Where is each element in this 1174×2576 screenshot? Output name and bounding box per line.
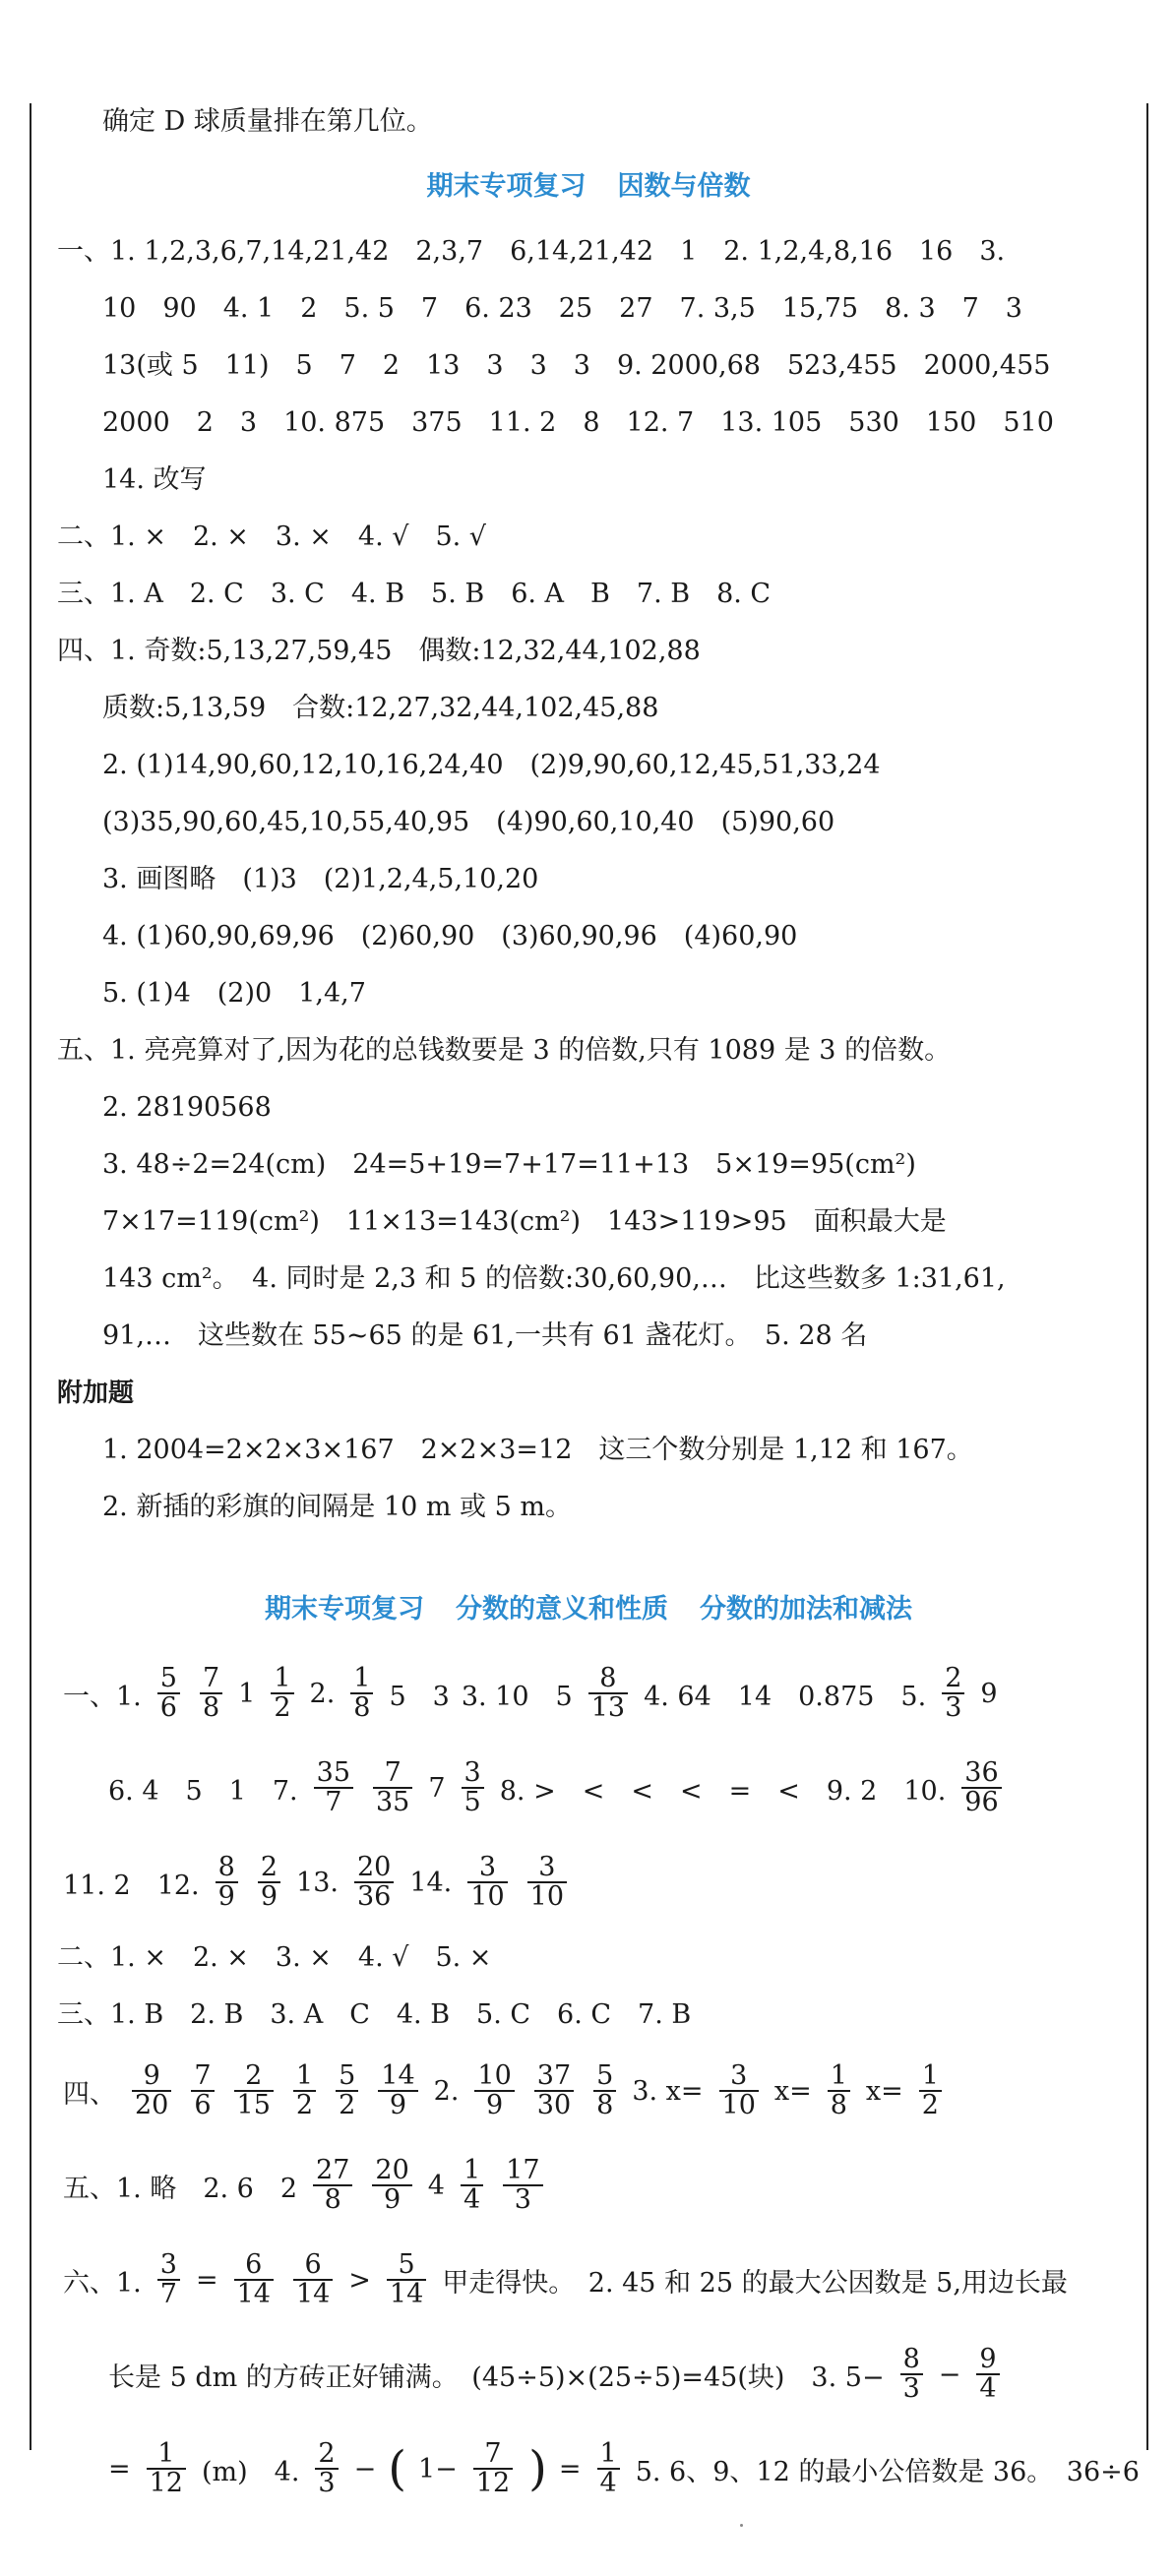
fraction: $\frac{17}{3}$ — [503, 2157, 542, 2215]
bonus-line: 2. 新插的彩旗的间隔是 10 m 或 5 m。 — [102, 1492, 572, 1522]
fraction-answer-row — [57, 2327, 1120, 2422]
answer-text: 9 — [980, 1678, 998, 1709]
fraction: $\frac{8}{9}$ — [216, 1854, 238, 1912]
answer-line: 四、1. 奇数:5,13,27,59,45 偶数:12,32,44,102,88 — [57, 636, 701, 666]
fraction: $\frac{14}{9}$ — [378, 2062, 417, 2120]
fraction: $\frac{1}{4}$ — [597, 2440, 620, 2498]
answer-text: 2. — [309, 1678, 336, 1709]
answer-text: 1− — [417, 2453, 458, 2484]
answer-line: 一、1. 1,2,3,6,7,14,21,42 2,3,7 6,14,21,42 1 2. 1,2,4,8,16 16 3. — [57, 236, 1006, 267]
fraction: $\frac{1}{2}$ — [293, 2062, 316, 2120]
fraction: $\frac{8}{3}$ — [900, 2346, 923, 2404]
fraction-answer-row — [57, 2138, 1120, 2233]
fraction: $\frac{1}{8}$ — [350, 1665, 373, 1723]
answer-line: 3. 48÷2=24(cm) 24=5+19=7+17=11+13 5×19=95(cm²) — [102, 1149, 916, 1180]
answer-text: 13. — [296, 1867, 339, 1898]
heading-part-a: 期末专项复习 — [426, 171, 587, 202]
greater-than-sign: > — [348, 2264, 371, 2296]
section-heading-fractions — [57, 1573, 1120, 1646]
whole-number: 1 — [238, 1678, 256, 1709]
fraction: $\frac{3}{10}$ — [719, 2062, 759, 2120]
heading-part-a: 期末专项复习 — [265, 1594, 424, 1625]
fraction: $\frac{3}{10}$ — [467, 1854, 507, 1912]
answer-text: 3. x= — [632, 2075, 704, 2107]
answer-line: 14. 改写 — [102, 464, 207, 495]
fraction: $\frac{5}{6}$ — [157, 1665, 180, 1723]
answer-text: 3. 10 5 — [461, 1681, 573, 1712]
answer-line: 13(或 5 11) 5 7 2 13 3 3 3 9. 2000,68 523,455 2000,455 — [102, 350, 1051, 381]
fraction: $\frac{7}{8}$ — [200, 1665, 222, 1723]
bonus-line: 1. 2004=2×2×3×167 2×2×3=12 这三个数分别是 1,12 和 167。 — [102, 1435, 973, 1465]
fraction: $\frac{2}{3}$ — [315, 2440, 338, 2498]
equals-sign: = — [195, 2264, 218, 2296]
left-margin-rule — [30, 103, 31, 2450]
fraction: $\frac{3}{7}$ — [157, 2251, 180, 2309]
right-margin-rule — [1146, 103, 1148, 2450]
heading-part-b: 因数与倍数 — [617, 171, 751, 202]
minus-sign: − — [353, 2453, 377, 2484]
answer-text: 8. > < < < = < 9. 2 10. — [499, 1775, 947, 1807]
fraction: $\frac{5}{8}$ — [593, 2062, 616, 2120]
fraction: $\frac{37}{30}$ — [534, 2062, 574, 2120]
fraction-answer-row — [57, 1646, 1120, 1741]
whole-number: 4 — [427, 2170, 445, 2201]
answer-line: 4. (1)60,90,69,96 (2)60,90 (3)60,90,96 (4)60,90 — [102, 921, 798, 951]
fraction: $\frac{20}{9}$ — [372, 2157, 411, 2215]
answer-text: 四、 — [63, 2078, 116, 2110]
fraction: $\frac{1}{2}$ — [919, 2062, 942, 2120]
answer-text: 五、1. 略 2. 6 2 — [63, 2173, 298, 2204]
fraction: $\frac{6}{14}$ — [293, 2251, 333, 2309]
fraction-answer-row — [57, 2233, 1120, 2327]
intro-line: 确定 D 球质量排在第几位。 — [102, 106, 433, 137]
judge-answers: 二、1. × 2. × 3. × 4. √ 5. × — [57, 1942, 492, 1973]
answer-text: 4. 64 14 0.875 5. — [644, 1681, 927, 1712]
choice-answers: 三、1. B 2. B 3. A C 4. B 5. C 6. C 7. B — [57, 1999, 692, 2030]
answer-line: 5. (1)4 (2)0 1,4,7 — [102, 978, 366, 1009]
fraction: $\frac{7}{6}$ — [191, 2062, 214, 2120]
fraction: $\frac{5}{2}$ — [336, 2062, 358, 2120]
whole-number: 7 — [428, 1772, 446, 1804]
fraction: $\frac{3}{5}$ — [462, 1759, 484, 1817]
fraction: $\frac{1}{2}$ — [271, 1665, 293, 1723]
heading-part-c: 分数的加法和减法 — [700, 1594, 912, 1625]
answer-text: (m) 4. — [201, 2456, 300, 2487]
left-paren: ( — [388, 2441, 406, 2496]
scan-speck — [740, 2524, 743, 2527]
answer-text: x= — [773, 2075, 812, 2107]
answer-text: 5 3 — [389, 1681, 450, 1712]
fraction-answer-row — [57, 2422, 1140, 2516]
answer-line: 10 90 4. 1 2 5. 5 7 6. 23 25 27 7. 3,5 15,75 8. 3 7 3 — [102, 293, 1022, 324]
fraction-answer-row — [57, 1835, 1120, 1930]
answer-line: 2. (1)14,90,60,12,10,16,24,40 (2)9,90,60,12,45,51,33,24 — [102, 750, 881, 780]
fraction: $\frac{7}{12}$ — [473, 2440, 513, 2498]
heading-part-b: 分数的意义和性质 — [456, 1594, 668, 1625]
answer-text: 6. 4 5 1 7. — [108, 1775, 298, 1807]
answer-page — [57, 93, 1140, 2516]
answer-line: 五、1. 亮亮算对了,因为花的总钱数要是 3 的倍数,只有 1089 是 3 的倍数。 — [57, 1035, 952, 1066]
fraction: $\frac{20}{36}$ — [354, 1854, 394, 1912]
right-paren: ) — [528, 2441, 547, 2496]
answer-line: 7×17=119(cm²) 11×13=143(cm²) 143>119>95 面积最大是 — [102, 1206, 947, 1237]
fraction: $\frac{35}{7}$ — [314, 1759, 353, 1817]
answer-line: 三、1. A 2. C 3. C 4. B 5. B 6. A B 7. B 8. C — [57, 579, 772, 609]
section-heading-factors-multiples — [57, 151, 1120, 223]
minus-sign: − — [938, 2359, 961, 2390]
answer-line: 二、1. × 2. × 3. × 4. √ 5. √ — [57, 521, 486, 552]
fraction: $\frac{1}{4}$ — [461, 2157, 483, 2215]
fraction: $\frac{7}{35}$ — [373, 1759, 412, 1817]
answer-text: 14. — [409, 1867, 453, 1898]
answer-line: 质数:5,13,59 合数:12,27,32,44,102,45,88 — [102, 693, 659, 723]
fraction: $\frac{2}{9}$ — [258, 1854, 280, 1912]
equals-sign: = — [108, 2453, 131, 2484]
answer-text: 长是 5 dm 的方砖正好铺满。 (45÷5)×(25÷5)=45(块) 3. 5− — [108, 2361, 885, 2393]
answer-text: x= — [865, 2075, 903, 2107]
fraction: $\frac{6}{14}$ — [234, 2251, 274, 2309]
fraction: $\frac{5}{14}$ — [387, 2251, 426, 2309]
equals-sign: = — [558, 2453, 582, 2484]
fraction: $\frac{36}{96}$ — [961, 1759, 1001, 1817]
fraction: $\frac{3}{10}$ — [527, 1854, 567, 1912]
answer-text: 甲走得快。 2. 45 和 25 的最大公因数是 5,用边长最 — [442, 2267, 1068, 2299]
answer-text: 2. — [433, 2075, 460, 2107]
fraction: $\frac{8}{13}$ — [588, 1665, 628, 1723]
fraction-answer-row — [57, 2044, 1120, 2138]
answer-text: 11. 2 12. — [63, 1870, 200, 1901]
fraction: $\frac{27}{8}$ — [313, 2157, 352, 2215]
answer-line: 91,… 这些数在 55~65 的是 61,一共有 61 盏花灯。 5. 28 名 — [102, 1320, 868, 1351]
answer-line: (3)35,90,60,45,10,55,40,95 (4)90,60,10,40 (5)90,60 — [102, 807, 835, 837]
fraction-answer-row — [57, 1741, 1120, 1835]
answer-line: 3. 画图略 (1)3 (2)1,2,4,5,10,20 — [102, 864, 539, 894]
fraction: $\frac{2}{15}$ — [234, 2062, 274, 2120]
fraction: $\frac{2}{3}$ — [942, 1665, 964, 1723]
fraction: $\frac{1}{12}$ — [147, 2440, 186, 2498]
answer-text: 六、1. — [63, 2267, 142, 2299]
answer-line: 2. 28190568 — [102, 1092, 272, 1123]
fraction: $\frac{9}{4}$ — [976, 2346, 999, 2404]
fraction: $\frac{1}{8}$ — [828, 2062, 850, 2120]
answer-text: 一、1. — [63, 1681, 142, 1712]
answer-line: 2000 2 3 10. 875 375 11. 2 8 12. 7 13. 105 530 150 510 — [102, 407, 1054, 438]
bonus-heading: 附加题 — [57, 1379, 135, 1408]
fraction: $\frac{9}{20}$ — [132, 2062, 171, 2120]
fraction: $\frac{10}{9}$ — [474, 2062, 514, 2120]
answer-line: 143 cm²。 4. 同时是 2,3 和 5 的倍数:30,60,90,… 比这些数多 1:31,61, — [102, 1263, 1006, 1294]
answer-text: 5. 6、9、12 的最小公倍数是 36。 36÷6 — [635, 2456, 1140, 2487]
